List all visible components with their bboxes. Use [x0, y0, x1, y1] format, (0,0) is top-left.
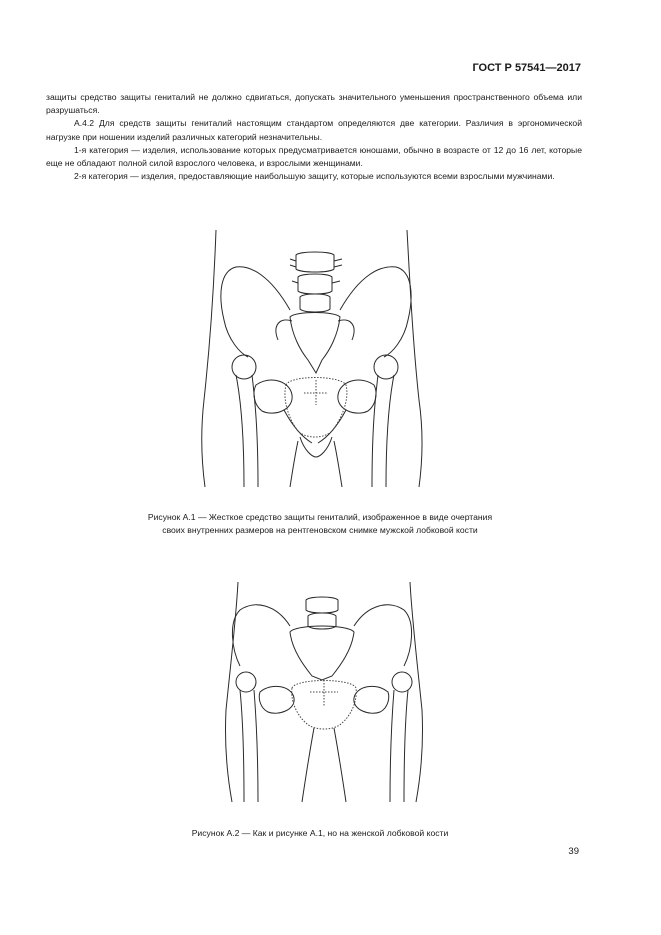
- figure-a1-caption-line-1: Рисунок А.1 — Жесткое средство защиты гениталий, изображенное в виде очертания: [147, 512, 493, 522]
- body-text: [46, 91, 582, 183]
- paragraph-continuation: защиты средство защиты гениталий не должно сдвигаться, допускать значительного уменьшения пространственного объема или разрушаться.: [46, 92, 582, 116]
- figure-a1-caption: [100, 511, 540, 537]
- document-standard-number: ГОСТ Р 57541—2017: [472, 62, 581, 74]
- figure-a2-caption: Рисунок А.2 — Как и рисунке А.1, но на женской лобковой кости: [191, 828, 449, 838]
- page-number: 39: [568, 846, 579, 857]
- figure-male-pelvis: [200, 225, 440, 490]
- paragraph-category-2: 2-я категория — изделия, предоставляющие наибольшую защиту, которые используются всеми взрослыми мужчинами.: [74, 171, 555, 182]
- female-pelvis-drawing: [210, 580, 440, 805]
- paragraph-a-4-2: А.4.2 Для средств защиты гениталий настоящим стандартом определяются две категории. Различия в эргономической нагрузке при ношении изделий различных категорий незначительны.: [46, 118, 582, 142]
- paragraph-category-1: 1-я категория — изделия, использование которых предусматривается юношами, обычно в возрасте от 12 до 16 лет, которые еще не обладают полной силой взрослого человека, и взрослыми женщинами.: [46, 144, 582, 169]
- figure-a1-caption-line-2: своих внутренних размеров на рентгеновском снимке мужской лобковой кости: [162, 525, 478, 536]
- male-pelvis-drawing: [200, 225, 440, 490]
- figure-female-pelvis: [210, 580, 440, 805]
